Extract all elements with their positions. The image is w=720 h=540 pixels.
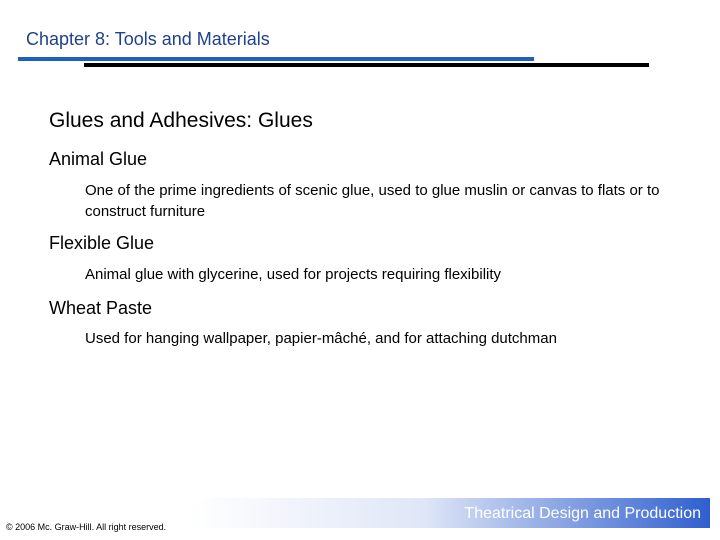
item-heading-animal-glue: Animal Glue xyxy=(49,149,148,169)
header-rule-black xyxy=(84,63,649,67)
item-description-flexible-glue: Animal glue with glycerine, used for projects requiring flexibility xyxy=(85,266,502,283)
item-description-animal-glue: One of the prime ingredients of scenic glue, used to glue muslin or canvas to flats or to construct furniture xyxy=(85,182,660,220)
item-description-wheat-paste: Used for hanging wallpaper, papier-mâché, and for attaching dutchman xyxy=(85,330,557,347)
copyright-notice: © 2006 Mc. Graw-Hill. All right reserved. xyxy=(6,522,167,532)
item-heading-flexible-glue: Flexible Glue xyxy=(49,233,155,253)
header-rule-blue xyxy=(18,57,534,61)
slide-title: Glues and Adhesives: Glues xyxy=(49,109,313,132)
footer-brand: Theatrical Design and Production xyxy=(464,505,701,522)
item-heading-wheat-paste: Wheat Paste xyxy=(49,298,153,318)
chapter-title: Chapter 8: Tools and Materials xyxy=(26,29,270,49)
